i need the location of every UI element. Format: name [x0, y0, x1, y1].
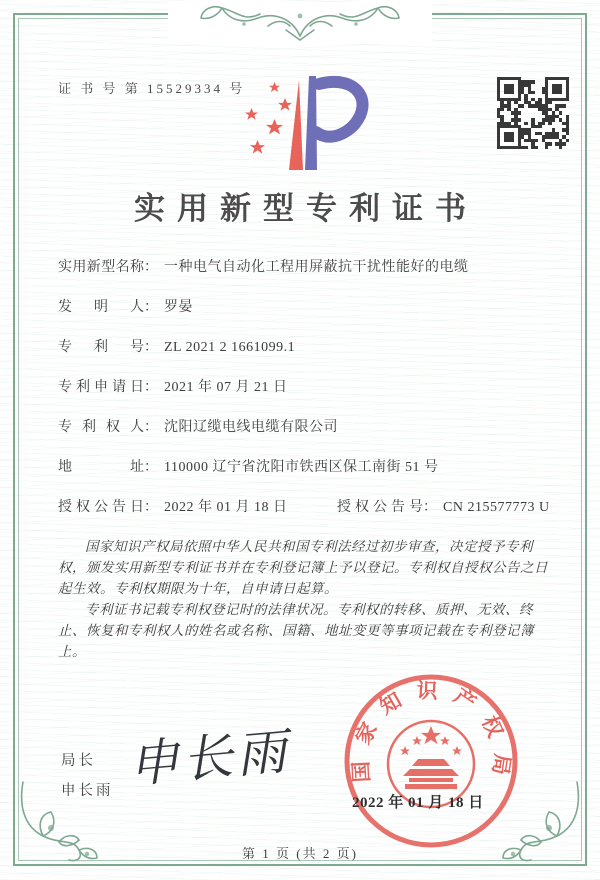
director-name: 申长雨	[61, 783, 114, 799]
field-row-address	[58, 458, 564, 478]
field-label: 专利号	[58, 340, 144, 355]
field-colon: ：	[144, 500, 158, 515]
certificate-number: 证 书 号 第 15529334 号	[58, 81, 246, 96]
field-label: 发明人	[58, 300, 144, 315]
field-label: 专利申请日	[58, 380, 144, 395]
paragraph-grant-statement: 国家知识产权局依照中华人民共和国专利法经过初步审查，决定授予专利权，颁发实用新型专利证书并在专利登记簿上予以登记。专利权自授权公告之日起生效。专利权期限为十年，自申请日起算。	[58, 539, 548, 596]
legal-paragraphs	[58, 536, 558, 662]
grant-date-pair	[58, 498, 288, 518]
field-label: 授权公告日	[58, 500, 144, 515]
grant-number-pair	[337, 498, 550, 518]
field-colon: ：	[144, 460, 158, 475]
field-value: 一种电气自动化工程用屏蔽抗干扰性能好的电缆	[164, 260, 469, 275]
cnipa-logo-icon	[233, 72, 373, 176]
field-value: 2022 年 01 月 18 日	[164, 500, 288, 515]
field-value: ZL 2021 2 1661099.1	[164, 340, 296, 355]
page-footer: 第 1 页 (共 2 页)	[242, 846, 358, 861]
field-row-grant	[58, 498, 564, 518]
field-value: 沈阳辽缆电线电缆有限公司	[164, 420, 338, 435]
field-label: 授权公告号	[337, 500, 423, 515]
paragraph-register-statement: 专利证书记载专利权登记时的法律状况。专利权的转移、质押、无效、终止、恢复和专利权人的姓名或名称、国籍、地址变更等事项记载在专利登记簿上。	[58, 602, 534, 659]
field-colon: ：	[423, 500, 437, 515]
seal-date: 2022 年 01 月 18 日	[352, 795, 484, 811]
field-row-filing-date	[58, 378, 564, 398]
field-colon: ：	[144, 300, 158, 315]
field-value: 罗晏	[164, 300, 193, 315]
seal-text: 国家知识产权局	[348, 678, 515, 791]
qr-code	[497, 77, 569, 149]
director-title: 局长	[61, 753, 96, 769]
certificate-fields	[58, 258, 564, 518]
field-label: 专利权人	[58, 420, 144, 435]
field-label: 实用新型名称	[58, 260, 144, 275]
field-colon: ：	[144, 340, 158, 355]
field-row-patentee	[58, 418, 564, 438]
page-title: 实用新型专利证书	[134, 191, 478, 226]
field-row-inventor	[58, 298, 564, 318]
field-value: 110000 辽宁省沈阳市铁西区保工南街 51 号	[164, 460, 439, 475]
director-signature: 申长雨	[126, 723, 293, 794]
field-colon: ：	[144, 260, 158, 275]
field-label: 地址	[58, 460, 144, 475]
official-seal-icon	[342, 672, 520, 850]
field-value: 2021 年 07 月 21 日	[164, 380, 288, 395]
field-colon: ：	[144, 420, 158, 435]
field-row-patent-number	[58, 338, 564, 358]
field-row-name	[58, 258, 564, 278]
field-colon: ：	[144, 380, 158, 395]
field-value: CN 215577773 U	[443, 500, 550, 515]
